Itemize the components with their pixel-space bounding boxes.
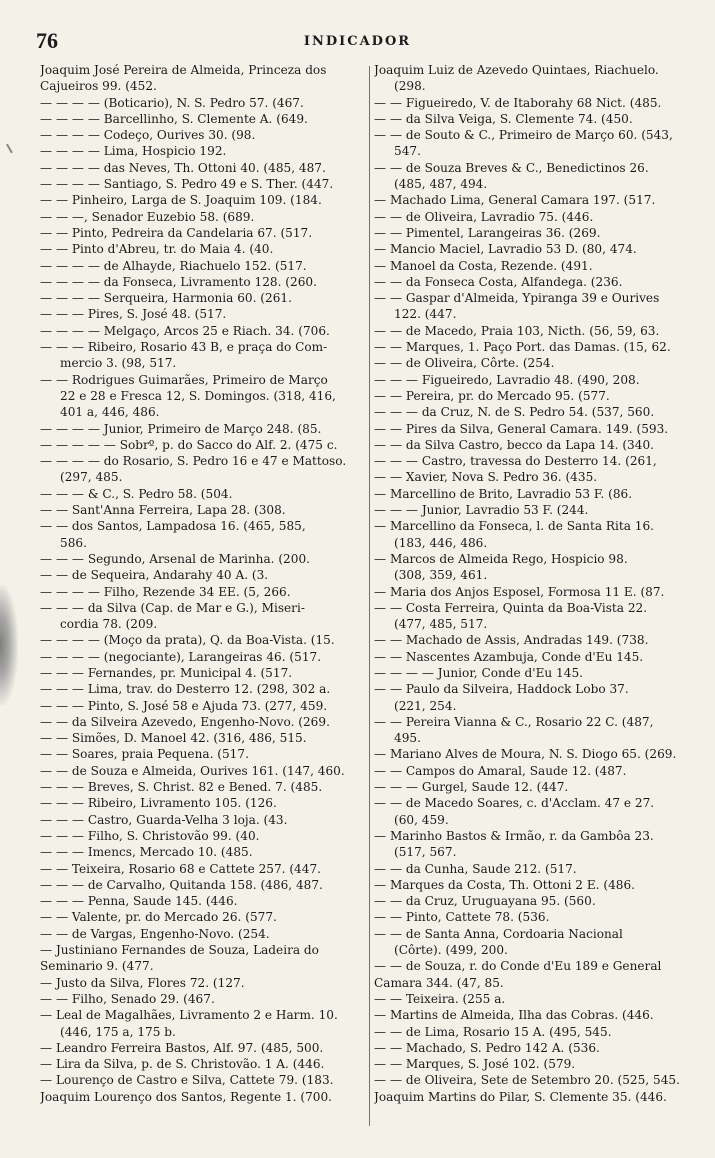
directory-entry-line: — Marcos de Almeida Rego, Hospicio 98. [374, 551, 628, 566]
directory-entry-line: — — — — (Moço da prata), Q. da Boa-Vista. (15. [40, 633, 335, 648]
directory-entry-line: — — da Silveira Azevedo, Engenho-Novo. (269. [40, 714, 330, 729]
directory-entry-line: — — Pinto, Cattete 78. (536. [374, 910, 550, 925]
directory-entry-line: (298. [394, 79, 426, 94]
directory-entry-line: cordia 78. (209. [60, 617, 158, 632]
directory-entry-line: — — — — Lima, Hospicio 192. [40, 144, 227, 159]
directory-entry-line: — — Pinheiro, Larga de S. Joaquim 109. (184. [40, 193, 322, 208]
directory-entry-line: (Côrte). (499, 200. [394, 943, 508, 958]
directory-entry-line: — — — — da Fonseca, Livramento 128. (260. [40, 274, 317, 289]
directory-entry-line: — — — Breves, S. Christ. 82 e Bened. 7. (485. [40, 780, 323, 795]
directory-entry-line: Joaquim Luiz de Azevedo Quintaes, Riachuelo. [374, 63, 659, 77]
directory-entry-line: — — — — Serqueira, Harmonia 60. (261. [40, 291, 292, 306]
directory-entry-line: — — — — Junior, Conde d'Eu 145. [374, 665, 583, 680]
directory-entry-line: — Lourenço de Castro e Silva, Cattete 79. (183. [40, 1073, 334, 1088]
directory-entry-line: — — Marques, S. José 102. (579. [374, 1057, 576, 1072]
directory-entry-line: — — — Castro, travessa do Desterro 14. (261, [374, 454, 657, 469]
directory-entry-line: — — — Figueiredo, Lavradio 48. (490, 208. [374, 372, 640, 387]
directory-entry-line: — — — — Santiago, S. Pedro 49 e S. Ther. (447. [40, 177, 334, 192]
page-number: 76 [36, 28, 58, 53]
directory-entry-line: — — Rodrigues Guimarães, Primeiro de Março [40, 372, 328, 387]
directory-entry-line: — — Pinto d'Abreu, tr. do Maia 4. (40. [40, 242, 274, 257]
directory-entry-line: — — — — — Sobrº, p. do Sacco do Alf. 2. (475 c. [40, 437, 338, 452]
directory-entry-line: — — Machado de Assis, Andradas 149. (738. [374, 633, 649, 648]
directory-entry-line: — Marcellino de Brito, Lavradio 53 F. (86. [374, 486, 633, 501]
directory-entry-line: Cajueiros 99. (452. [40, 79, 157, 94]
directory-entry-line: (60, 459. [394, 812, 449, 827]
directory-entry-line: — Leandro Ferreira Bastos, Alf. 97. (485, 500. [40, 1040, 324, 1055]
directory-entry-line: — — — & C., S. Pedro 58. (504. [40, 486, 233, 501]
directory-entry-line: (477, 485, 517. [394, 617, 488, 632]
directory-entry-line: — — — — Barcellinho, S. Clemente A. (649. [40, 111, 308, 126]
directory-entry-line: (308, 359, 461. [394, 568, 488, 583]
directory-entry-line: — — — — (Boticario), N. S. Pedro 57. (467. [40, 95, 304, 110]
directory-entry-line: — — Pimentel, Larangeiras 36. (269. [374, 225, 601, 240]
running-head: INDICADOR [303, 34, 412, 49]
directory-entry-line: — — — de Carvalho, Quitanda 158. (486, 487. [40, 877, 323, 892]
directory-entry-line: — — — Ribeiro, Livramento 105. (126. [40, 796, 277, 811]
directory-entry-line: — — — — Junior, Primeiro de Março 248. (85. [40, 421, 322, 436]
directory-entry-line: — — Pereira Vianna & C., Rosario 22 C. (487, [374, 714, 654, 729]
directory-entry-line: — — Pereira, pr. do Mercado 95. (577. [374, 388, 610, 403]
directory-entry-line: — Justo da Silva, Flores 72. (127. [40, 975, 245, 990]
directory-entry-line: — — Valente, pr. do Mercado 26. (577. [40, 910, 277, 925]
directory-entry-line: — — de Vargas, Engenho-Novo. (254. [40, 926, 270, 941]
directory-entry-line: — — da Cruz, Uruguayana 95. (560. [374, 894, 596, 909]
directory-entry-line: — — — da Silva (Cap. de Mar e G.), Miseri- [40, 600, 305, 615]
directory-entry-line: 495. [394, 731, 421, 746]
directory-entry-line: — — da Cunha, Saude 212. (517. [374, 861, 577, 876]
directory-entry-line: — — Teixeira. (255 a. [374, 991, 506, 1006]
directory-entry-line: — — — — Filho, Rezende 34 EE. (5, 266. [40, 584, 291, 599]
directory-entry-line: (221, 254. [394, 698, 457, 713]
directory-entry-line: — — — Pinto, S. José 58 e Ajuda 73. (277, 459. [40, 698, 328, 713]
directory-entry-line: — — — — do Rosario, S. Pedro 16 e 47 e Mattoso. [40, 454, 347, 469]
directory-entry-line: — — de Oliveira, Lavradio 75. (446. [374, 209, 594, 224]
directory-entry-line: — — — Gurgel, Saude 12. (447. [374, 780, 569, 795]
directory-entry-line: — — — Castro, Guarda-Velha 3 loja. (43. [40, 812, 288, 827]
directory-entry-line: — — Pinto, Pedreira da Candelaria 67. (517. [40, 225, 313, 240]
directory-entry-line: — — de Souza Breves & C., Benedictinos 26. [374, 160, 649, 175]
directory-entry-line: — Lira da Silva, p. de S. Christovão. 1 A. (446. [40, 1057, 325, 1072]
directory-entry-line: — — — Pires, S. José 48. (517. [40, 307, 227, 322]
directory-entry-line: (446, 175 a, 175 b. [60, 1024, 176, 1039]
directory-entry-line: — — da Silva Veiga, S. Clemente 74. (450. [374, 111, 633, 126]
directory-entry-line: — — Nascentes Azambuja, Conde d'Eu 145. [374, 649, 644, 664]
directory-entry-line: — — da Silva Castro, becco da Lapa 14. (340. [374, 437, 654, 452]
directory-entry-line: (297, 485. [60, 470, 123, 485]
directory-entry-line: — Manoel da Costa, Rezende. (491. [374, 258, 593, 273]
directory-entry-line: — — — Penna, Saude 145. (446. [40, 894, 238, 909]
directory-entry-line: (183, 446, 486. [394, 535, 488, 550]
directory-entry-line: 547. [394, 144, 421, 159]
directory-entry-line: — — Campos do Amaral, Saude 12. (487. [374, 763, 627, 778]
directory-entry-line: — — — Lima, trav. do Desterro 12. (298, 302 a. [40, 682, 331, 697]
directory-entry-line: — — — — das Neves, Th. Ottoni 40. (485, 487. [40, 160, 326, 175]
column-divider [369, 66, 370, 1126]
directory-entry-line: — — — Ribeiro, Rosario 43 B, e praça do Com- [40, 340, 328, 355]
directory-entry-line: — — Soares, praia Pequena. (517. [40, 747, 249, 762]
directory-entry-line: — — de Souza e Almeida, Ourives 161. (147, 460. [40, 763, 345, 778]
directory-entry-line: — — — — de Alhayde, Riachuelo 152. (517. [40, 258, 307, 273]
directory-entry-line: Camara 344. (47, 85. [374, 975, 504, 990]
directory-entry-line: mercio 3. (98, 517. [60, 356, 177, 371]
directory-entry-line: Seminario 9. (477. [40, 959, 154, 974]
directory-entry-line: 22 e 28 e Fresca 12, S. Domingos. (318, 416, [60, 388, 336, 403]
directory-entry-line: — Marinho Bastos & Irmão, r. da Gambôa 23. [374, 828, 654, 843]
directory-entry-line: — — de Lima, Rosario 15 A. (495, 545. [374, 1024, 612, 1039]
directory-entry-line: — Martins de Almeida, Ilha das Cobras. (446. [374, 1008, 654, 1023]
directory-entry-line: — — de Santa Anna, Cordoaria Nacional [374, 926, 623, 941]
directory-entry-line: — — Simões, D. Manoel 42. (316, 486, 515. [40, 731, 307, 746]
directory-entry-line: — — de Oliveira, Côrte. (254. [374, 356, 555, 371]
directory-entry-line: — — de Souza, r. do Conde d'Eu 189 e General [374, 959, 662, 974]
directory-entry-line: — — — Segundo, Arsenal de Marinha. (200. [40, 551, 310, 566]
directory-entry-line: — Maria dos Anjos Esposel, Formosa 11 E. (87. [374, 584, 665, 599]
directory-entry-line: — — — — (negociante), Larangeiras 46. (517. [40, 649, 322, 664]
directory-entry-line: — — da Fonseca Costa, Alfandega. (236. [374, 274, 623, 289]
left-column [40, 62, 368, 1142]
directory-entry-line: — Justiniano Fernandes de Souza, Ladeira do [40, 943, 319, 958]
directory-entry-line: — Machado Lima, General Camara 197. (517. [374, 193, 656, 208]
directory-entry-line: — Leal de Magalhães, Livramento 2 e Harm. 10. [40, 1008, 338, 1023]
directory-entry-line: — — — — Codeço, Ourives 30. (98. [40, 128, 256, 143]
directory-entry-line: — — — da Cruz, N. de S. Pedro 54. (537, 560. [374, 405, 655, 420]
directory-entry-line: — — Teixeira, Rosario 68 e Cattete 257. (447. [40, 861, 321, 876]
directory-entry-line: — — de Oliveira, Sete de Setembro 20. (525, 545. [374, 1073, 680, 1088]
directory-entry-line: — — Gaspar d'Almeida, Ypiranga 39 e Ourives [374, 291, 660, 306]
directory-entry-line: 122. (447. [394, 307, 457, 322]
directory-entry-line: — — de Souto & C., Primeiro de Março 60. (543, [374, 128, 673, 143]
directory-entry-line: — — de Macedo Soares, c. d'Acclam. 47 e 27. [374, 796, 655, 811]
directory-entry-line: (485, 487, 494. [394, 177, 488, 192]
directory-entry-line: — — de Sequeira, Andarahy 40 A. (3. [40, 568, 269, 583]
directory-entry-line: — — Costa Ferreira, Quinta da Boa-Vista 22. [374, 600, 648, 615]
directory-entry-line: — — — Fernandes, pr. Municipal 4. (517. [40, 665, 293, 680]
directory-entry-line: — — Figueiredo, V. de Itaborahy 68 Nict. (485. [374, 95, 662, 110]
directory-entry-line: — Mariano Alves de Moura, N. S. Diogo 65. (269. [374, 747, 677, 762]
ink-speck [6, 141, 18, 154]
page-header [0, 28, 715, 56]
directory-entry-line: — — Xavier, Nova S. Pedro 36. (435. [374, 470, 598, 485]
directory-entry-line: — — de Macedo, Praia 103, Nicth. (56, 59, 63. [374, 323, 660, 338]
directory-entry-line: — — Filho, Senado 29. (467. [40, 991, 215, 1006]
directory-entry-line: — — Paulo da Silveira, Haddock Lobo 37. [374, 682, 629, 697]
binding-stain [0, 585, 18, 705]
directory-entry-line: — — — Imencs, Mercado 10. (485. [40, 845, 253, 860]
directory-entry-line: 586. [60, 535, 87, 550]
directory-entry-line: — — Pires da Silva, General Camara. 149. (593. [374, 421, 669, 436]
directory-entry-line: — Marcellino da Fonseca, l. de Santa Rita 16. [374, 519, 655, 534]
directory-entry-line: Joaquim Lourenço dos Santos, Regente 1. (700. [40, 1089, 333, 1104]
directory-entry-line: — — Sant'Anna Ferreira, Lapa 28. (308. [40, 503, 286, 518]
directory-entry-line: (517, 567. [394, 845, 457, 860]
directory-entry-line: — — —, Senador Euzebio 58. (689. [40, 209, 255, 224]
directory-entry-line: — — dos Santos, Lampadosa 16. (465, 585, [40, 519, 306, 534]
directory-entry-line: — — — Filho, S. Christovão 99. (40. [40, 828, 260, 843]
directory-entry-line: — — — — Melgaço, Arcos 25 e Riach. 34. (706. [40, 323, 330, 338]
directory-entry-line: — Mancio Maciel, Lavradio 53 D. (80, 474. [374, 242, 637, 257]
directory-entry-line: 401 a, 446, 486. [60, 405, 160, 420]
directory-entry-line: — — Marques, 1. Paço Port. das Damas. (15, 62. [374, 340, 671, 355]
right-column [374, 62, 704, 1142]
directory-entry-line: Joaquim José Pereira de Almeida, Princeza dos [40, 63, 327, 77]
directory-entry-line: — Marques da Costa, Th. Ottoni 2 E. (486. [374, 877, 636, 892]
directory-entry-line: Joaquim Martins do Pilar, S. Clemente 35. (446. [374, 1089, 667, 1104]
directory-entry-line: — — Machado, S. Pedro 142 A. (536. [374, 1040, 600, 1055]
directory-entry-line: — — — Junior, Lavradio 53 F. (244. [374, 503, 589, 518]
